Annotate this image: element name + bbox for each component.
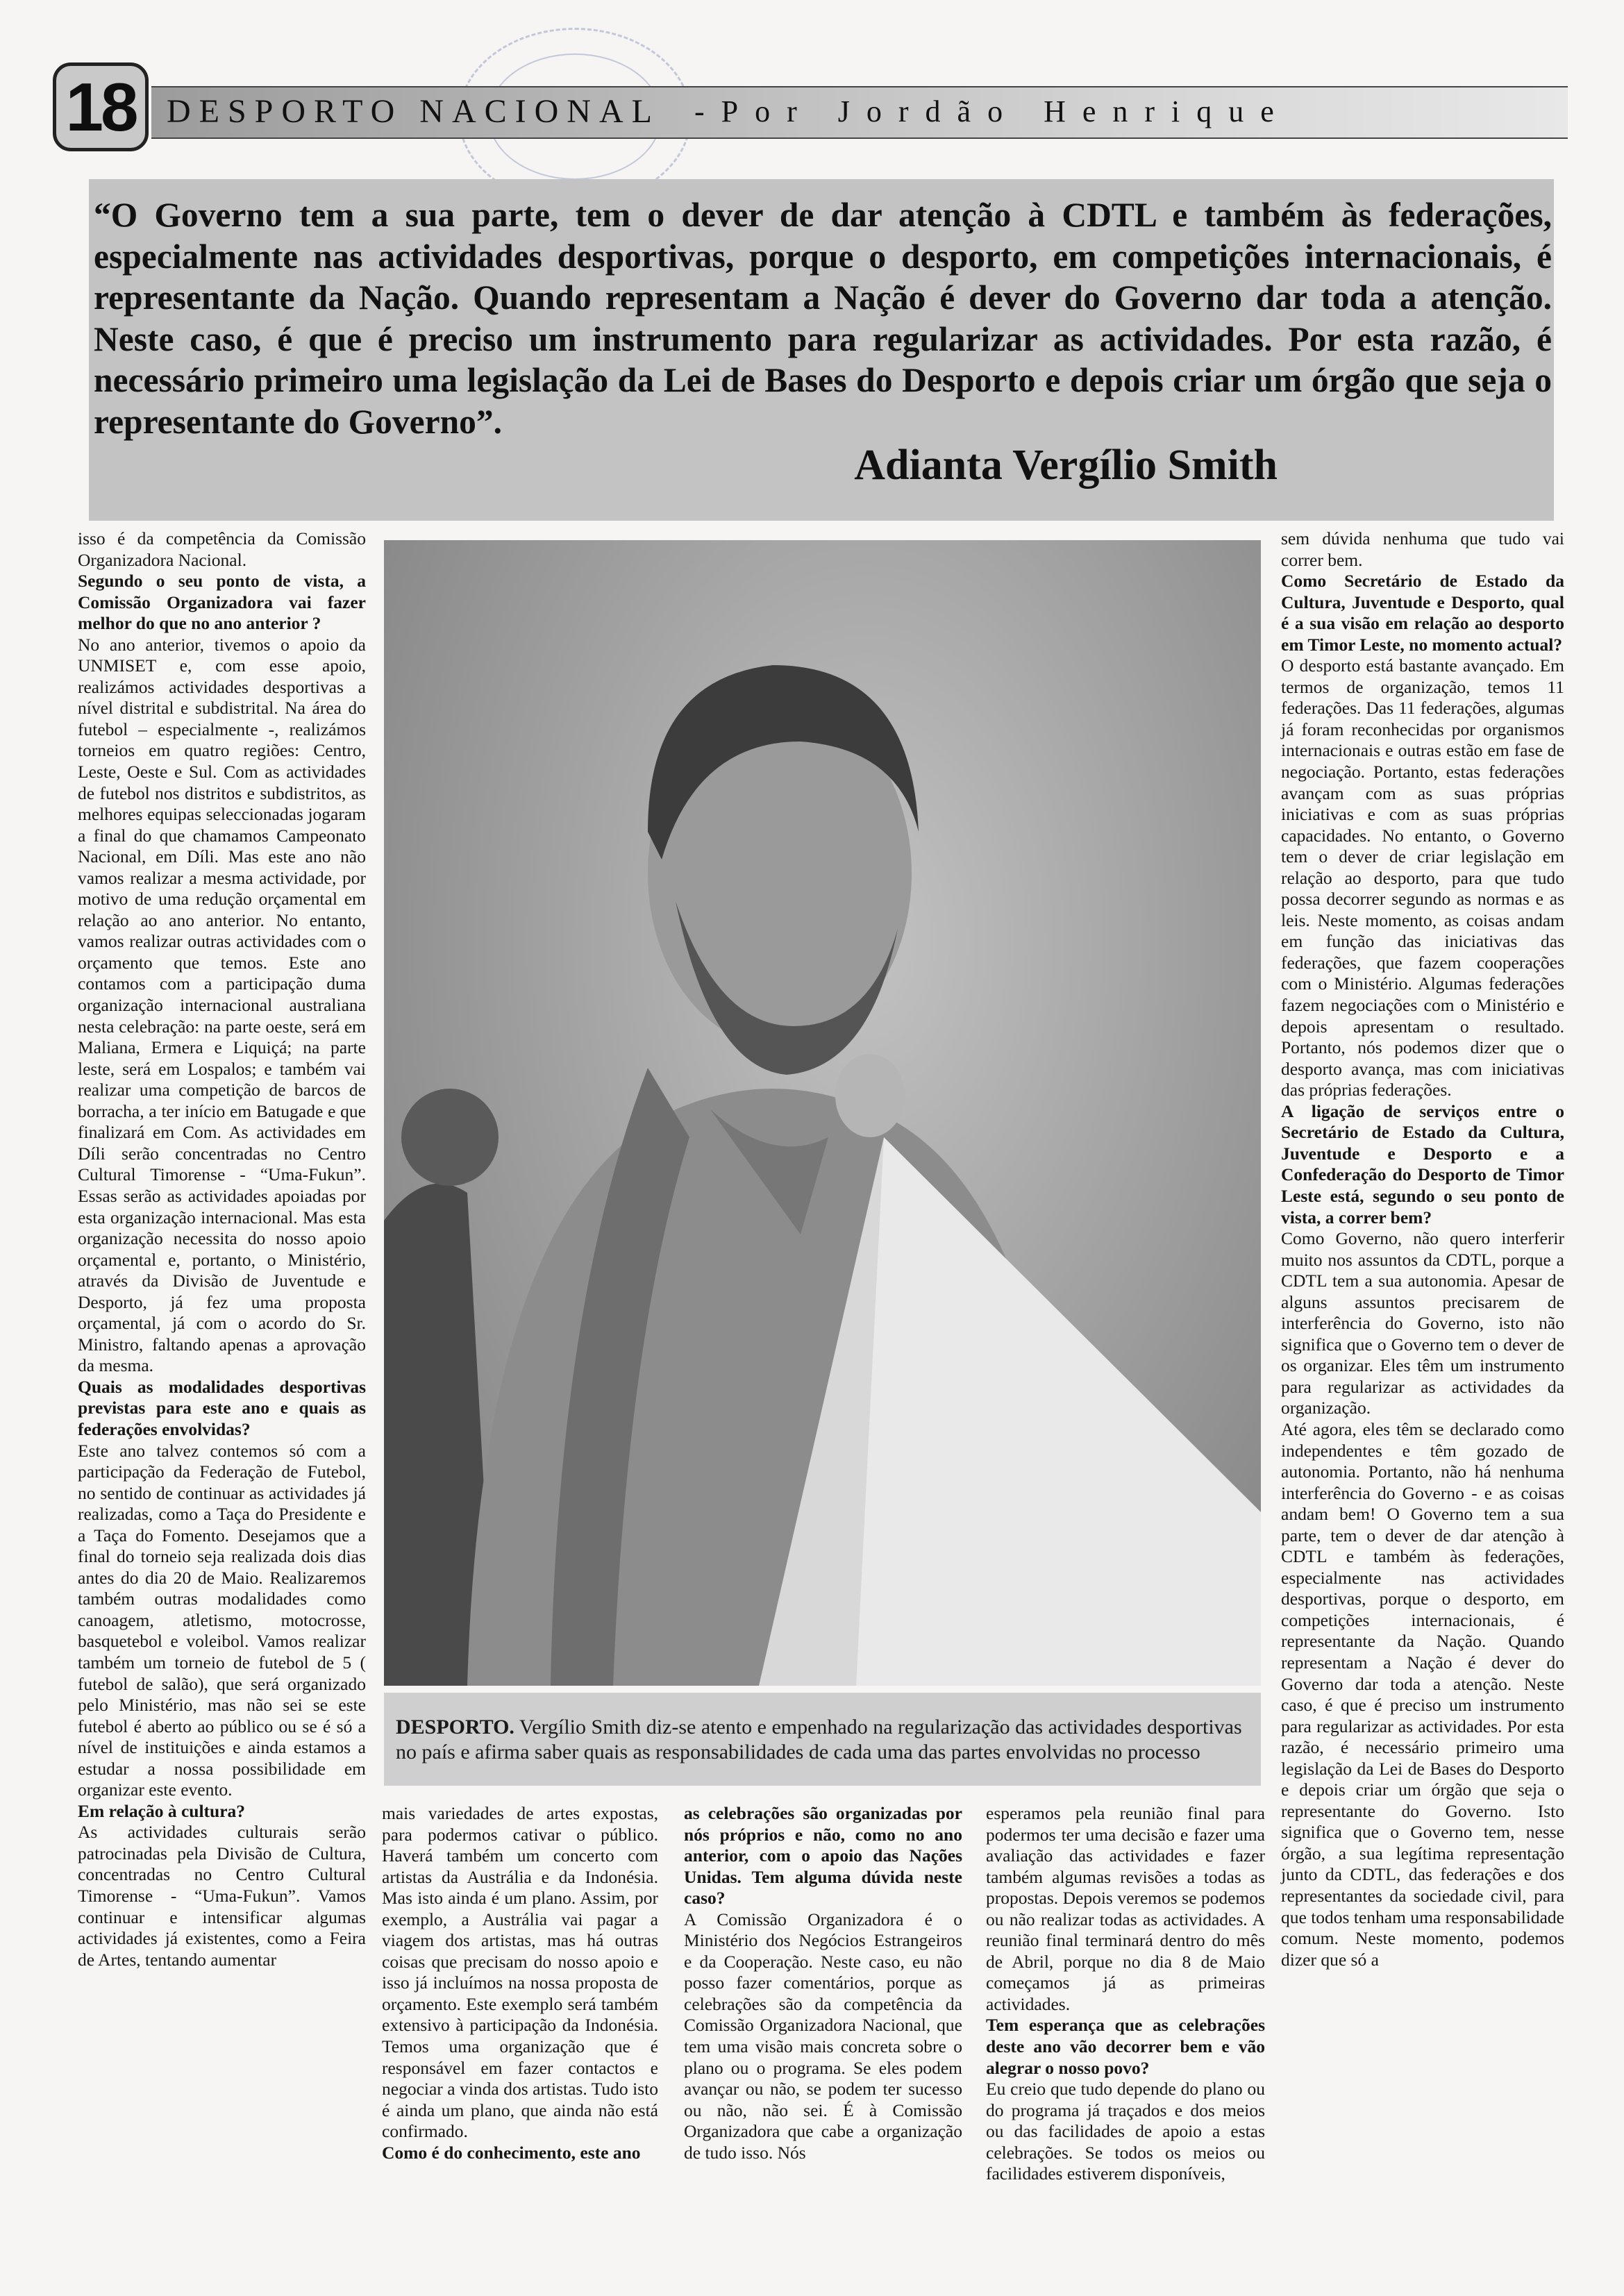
interview-answer: mais variedades de artes expostas, para podermos cativar o público. Haverá também um concerto com artistas da Austrália e da Indonésia. Mas isto ainda é um plano. Assim, por exemplo, a Austrália vai pagar a viagem dos artistas, mas há outras coisas que precisam do nosso apoio e isso já incluímos na nossa proposta de orçamento. Este exemplo será também extensivo à participação da Indonésia. Temos uma organização que é responsável em fazer contactos e negociar a vinda dos artistas. Tudo isto é ainda um plano, que ainda não está confirmado. — [382, 1803, 658, 2142]
article-column-4 — [986, 1803, 1265, 2185]
interview-answer: Até agora, eles têm se declarado como independentes e têm gozado de autonomia. Portanto, não há nenhuma interferência do Governo - e as coisas andam bem! O Governo tem a sua parte, tem o dever de dar atenção à CDTL e também às federações, especialmente nas actividades desportivas, porque o desporto, em competições internacionais, é representante da Nação. Quando representam a Nação é dever do Governo dar toda a atenção. Neste caso, é que é preciso um instrumento para regularizar as actividades. Por esta razão, é necessário primeiro uma legislação da Lei de Bases do Desporto e depois criar um órgão que seja o representante do Governo. Isto significa que o Governo tem, nesse órgão, a sua legítima representação junto da CDTL, das federações e dos representantes da sociedade civil, para que todos tenham uma responsabilidade comum. Neste momento, podemos dizer que só a — [1281, 1418, 1564, 1970]
section-title: DESPORTO NACIONAL — [167, 93, 660, 130]
interview-answer: No ano anterior, tivemos o apoio da UNMISET e, com esse apoio, realizámos actividades desportivas a nível distrital e subdistrital. Na área do futebol – especialmente -, realizámos torneios em quatro regiões: Centro, Leste, Oeste e Sul. Com as actividades de futebol nos distritos e subdistritos, as melhores equipas seleccionadas jogaram a final do que chamamos Campeonato Nacional, em Díli. Mas este ano não vamos realizar a mesma actividade, por motivo de uma redução orçamental em relação ao ano anterior. No entanto, vamos realizar outras actividades com o orçamento que temos. Este ano contamos com a participação duma organização internacional australiana nesta celebração: na parte oeste, será em Maliana, Ermera e Liquiçá; na parte leste, será em Lospalos; e também vai realizar uma competição de barcos de borracha, a ter início em Batugade e que finalizará em Com. As actividades em Díli serão concentradas no Centro Cultural Timorense - “Uma-Fukun”. Essas serão as actividades apoiadas por esta organização internacional. Mas esta organização necessita do nosso apoio orçamental e, portanto, o Ministério, através da Divisão de Juventude e Desporto, já fez uma proposta orçamental, já com o acordo do Sr. Ministro, faltando apenas a aprovação da mesma. — [78, 634, 366, 1376]
article-column-3 — [684, 1803, 962, 2163]
interview-answer: As actividades culturais serão patrocinadas pela Divisão de Cultura, concentradas no Centro Cultural Timorense - “Uma-Fukun”. Vamos continuar e intensificar algumas actividades já existentes, como a Feira de Artes, tentando aumentar — [78, 1822, 366, 1970]
interview-answer: A Comissão Organizadora é o Ministério dos Negócios Estrangeiros e da Cooperação. Neste caso, eu não posso fazer comentários, porque as celebrações são da competência da Comissão Organizadora Nacional, que tem uma visão mais concreta sobre o plano ou o programa. Se eles podem avançar ou não, se podem ter sucesso ou não, não sei. É à Comissão Organizadora que cabe a organização de tudo isso. Nós — [684, 1909, 962, 2163]
interview-question: Como Secretário de Estado da Cultura, Juventude e Desporto, qual é a sua visão em relação ao desporto em Timor Leste, no momento actual? — [1281, 571, 1564, 655]
photo-caption — [396, 1715, 1257, 1765]
interview-answer: sem dúvida nenhuma que tudo vai correr bem. — [1281, 528, 1564, 570]
interview-question: Como é do conhecimento, este ano — [382, 2142, 641, 2163]
caption-lead: DESPORTO. — [396, 1716, 514, 1738]
pull-quote: “O Governo tem a sua parte, tem o dever de dar atenção à CDTL e também às federações, especialmente nas actividades desportivas, porque o desporto, em competições internacionais, é representante da Nação. Quando representam a Nação é dever do Governo dar toda a atenção. Neste caso, é que é preciso um instrumento para regularizar as actividades. Por esta razão, é necessário primeiro uma legislação da Lei de Bases do Desporto e depois criar um órgão que seja o representante do Governo”. — [94, 196, 1552, 441]
article-column-1 — [78, 528, 366, 1970]
article-column-2 — [382, 1803, 658, 2163]
interview-question: A ligação de serviços entre o Secretário de Estado da Cultura, Juventude e Desporto e a Confederação do Desporto de Timor Leste está, segundo o seu ponto de vista, a correr bem? — [1281, 1100, 1564, 1227]
interview-answer: Este ano talvez contemos só com a participação da Federação de Futebol, no sentido de continuar as actividades já realizadas, como a Taça do Presidente e a Taça do Fomento. Desejamos que a final do torneio seja realizada dois dias antes do dia 20 de Maio. Realizaremos também outras modalidades como canoagem, atletismo, motocrosse, basquetebol e voleibol. Vamos realizar também um torneio de futebol de 5 ( futebol de salão), que será organizado pelo Ministério, mas não sei se este futebol é aberto ao público ou se é só a nível de instituições e ainda estamos a estudar a nossa possibilidade em organizar este evento. — [78, 1440, 366, 1800]
interviewee-photo — [384, 540, 1261, 1686]
interview-question: Tem esperança que as celebrações deste ano vão decorrer bem e vão alegrar o nosso povo? — [986, 2015, 1265, 2078]
caption-text: Vergílio Smith diz-se atento e empenhado na regularização das actividades desportivas no país e afirma saber quais as responsabilidades de cada uma das partes envolvidas no processo — [396, 1716, 1242, 1763]
interview-question: as celebrações são organizadas por nós próprios e não, como no ano anterior, com o apoio das Nações Unidas. Tem alguma dúvida neste caso? — [684, 1803, 962, 1909]
interviewee-name: Adianta Vergílio Smith — [854, 442, 1278, 489]
interview-answer: Como Governo, não quero interferir muito nos assuntos da CDTL, porque a CDTL tem a sua autonomia. Apesar de alguns assuntos precisarem de interferência do Governo, isto não significa que o Governo tem o dever de os organizar. Eles têm um instrumento para regularizar as actividades da organização. — [1281, 1228, 1564, 1418]
interview-question: Segundo o seu ponto de vista, a Comissão Organizadora vai fazer melhor do que no ano anterior ? — [78, 571, 366, 634]
interview-answer: esperamos pela reunião final para podermos ter uma decisão e fazer uma avaliação das actividades e fazer também algumas revisões a todas as propostas. Depois veremos se podemos ou não realizar todas as actividades. A reunião final terminará dentro do mês de Abril, porque no dia 8 de Maio começamos já as primeiras actividades. — [986, 1803, 1265, 2014]
interview-answer: O desporto está bastante avançado. Em termos de organização, temos 11 federações. Das 11 federações, algumas já foram reconhecidas por organismos internacionais e outras estão em fase de negociação. Portanto, estas federações avançam com as suas próprias iniciativas e com as suas próprias capacidades. No entanto, o Governo tem o dever de criar legislação em relação ao desporto, para que tudo possa decorrer segundo as normas e as leis. Neste momento, as coisas andam em função das iniciativas das federações, que fazem cooperações com o Ministério. Algumas federações fazem negociações com o Ministério e depois apresentam o resultado. Portanto, nós podemos dizer que o desporto avança, mas com iniciativas das próprias federações. — [1281, 655, 1564, 1100]
byline: -Por Jordão Henrique — [694, 94, 1291, 128]
page-number: 18 — [53, 62, 149, 151]
interview-question: Em relação à cultura? — [78, 1800, 246, 1821]
interview-question: Quais as modalidades desportivas previstas para este ano e quais as federações envolvidas? — [78, 1376, 366, 1439]
interview-answer: Eu creio que tudo depende do plano ou do programa já traçados e dos meios ou das facilidades de apoio a estas celebrações. Se todos os meios ou facilidades estiverem disponíveis, — [986, 2079, 1265, 2184]
article-column-5 — [1281, 528, 1564, 1970]
interview-answer: isso é da competência da Comissão Organizadora Nacional. — [78, 528, 366, 570]
